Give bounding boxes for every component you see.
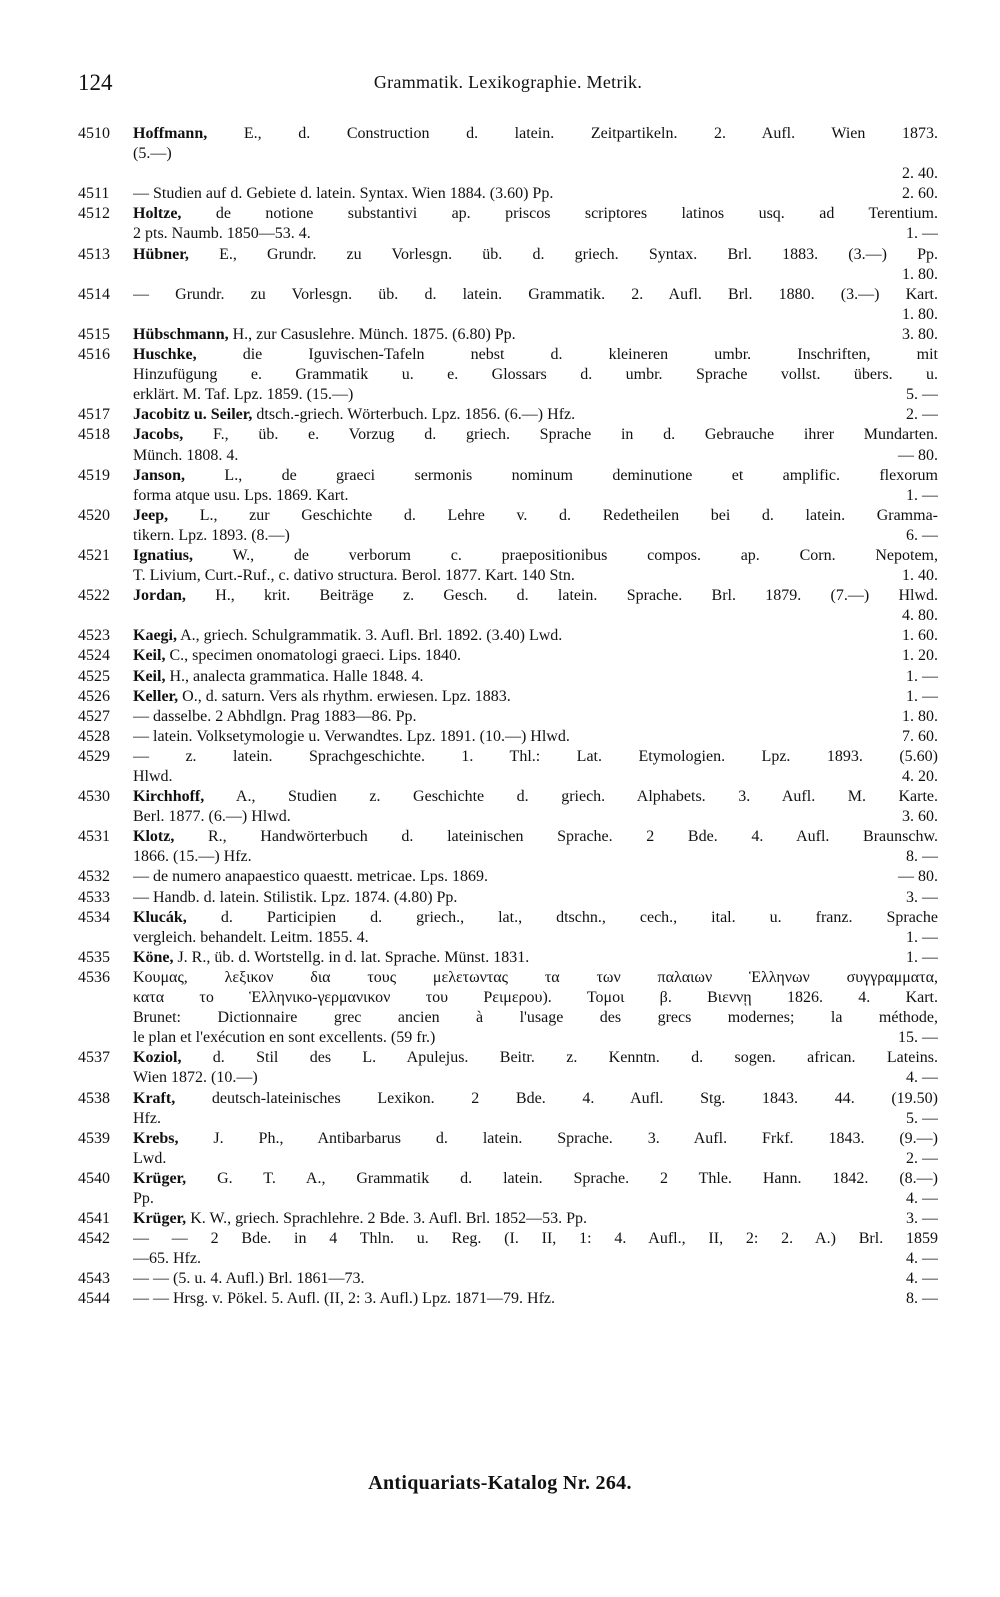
entry-text: tikern. Lpz. 1893. (8.—) bbox=[133, 526, 290, 544]
catalog-entry bbox=[78, 747, 938, 787]
entry-line bbox=[133, 1189, 938, 1209]
entry-text: dtsch.-griech. Wörterbuch. Lpz. 1856. (6.—) Hfz. bbox=[256, 406, 576, 424]
entry-author: Keil, bbox=[133, 647, 166, 665]
entry-line bbox=[133, 1229, 938, 1249]
entry-text: die Iguvischen-Tafeln nebst d. kleineren umbr. Inschriften, mit bbox=[242, 346, 938, 364]
entry-number: 4530 bbox=[78, 788, 110, 806]
entry-line bbox=[133, 526, 938, 546]
catalog-entry bbox=[78, 204, 938, 244]
entry-line bbox=[133, 586, 938, 606]
entry-text: E., Grundr. zu Vorlesgn. üb. d. griech. Syntax. Brl. 1883. (3.—) Pp. bbox=[219, 245, 938, 263]
entry-price: — 80. bbox=[898, 446, 938, 464]
entry-author: Krüger, bbox=[133, 1169, 187, 1187]
entry-line bbox=[133, 446, 938, 466]
entry-text: 2 pts. Naumb. 1850—53. 4. bbox=[133, 225, 311, 243]
entry-line bbox=[133, 687, 938, 707]
entry-line bbox=[133, 1209, 938, 1229]
entry-author: Ignatius, bbox=[133, 546, 194, 564]
entry-price: 8. — bbox=[906, 1290, 938, 1308]
entry-author: Krüger, bbox=[133, 1210, 187, 1228]
entry-line bbox=[133, 707, 938, 727]
entry-line bbox=[133, 767, 938, 787]
entry-text: de notione substantivi ap. priscos scriptores latinos usq. ad Terentium. bbox=[215, 205, 938, 223]
entry-price: 7. 60. bbox=[902, 727, 938, 745]
catalog-footer: Antiquariats-Katalog Nr. 264. bbox=[368, 1472, 632, 1494]
entry-author: Hoffmann, bbox=[133, 125, 208, 142]
entry-number: 4536 bbox=[78, 968, 110, 986]
entry-number: 4535 bbox=[78, 948, 110, 966]
entry-price: 1. — bbox=[906, 225, 938, 243]
entry-author: Jacobitz u. Seiler, bbox=[133, 406, 253, 424]
entry-line bbox=[133, 285, 938, 305]
entry-author: Jacobs, bbox=[133, 426, 184, 444]
catalog-entry bbox=[78, 827, 938, 867]
entry-line bbox=[133, 385, 938, 405]
catalog-entry bbox=[78, 888, 938, 908]
entry-text: κατα το Ἑλληνικο-γερμανικον του Ρειμερου). Τομοι β. Βιεννῃ 1826. 4. Kart. bbox=[133, 989, 938, 1007]
entry-line bbox=[133, 988, 938, 1008]
catalog-entry bbox=[78, 325, 938, 345]
entry-number: 4510 bbox=[78, 125, 110, 142]
entry-price: 1. — bbox=[906, 486, 938, 504]
entry-author: Keil, bbox=[133, 667, 166, 685]
entry-author: Kaegi, bbox=[133, 627, 177, 645]
entry-price: 1. — bbox=[906, 667, 938, 685]
catalog-entry bbox=[78, 466, 938, 506]
entry-number: 4520 bbox=[78, 506, 110, 524]
entry-number: 4531 bbox=[78, 828, 110, 846]
entry-line bbox=[133, 466, 938, 486]
entry-price: 8. — bbox=[906, 848, 938, 866]
entry-text: W., de verborum c. praepositionibus compos. ap. Corn. Nepotem, bbox=[232, 546, 938, 564]
entry-line bbox=[133, 667, 938, 687]
entry-line bbox=[133, 1008, 938, 1028]
entry-author: Klucák, bbox=[133, 908, 187, 926]
entry-number: 4517 bbox=[78, 406, 110, 424]
entry-line bbox=[133, 184, 938, 204]
catalog-entry bbox=[78, 667, 938, 687]
entry-line bbox=[133, 566, 938, 586]
entry-price: 4. 20. bbox=[902, 768, 938, 785]
catalog-entry bbox=[78, 546, 938, 586]
catalog-entry bbox=[78, 425, 938, 465]
entry-number: 4534 bbox=[78, 908, 110, 926]
catalog-entry bbox=[78, 245, 938, 285]
entry-line bbox=[133, 1068, 938, 1088]
entry-line bbox=[133, 486, 938, 506]
entry-author: Holtze, bbox=[133, 205, 182, 223]
entry-price: 15. — bbox=[898, 1029, 938, 1047]
entry-number: 4521 bbox=[78, 546, 110, 564]
entry-number: 4511 bbox=[78, 185, 110, 203]
entry-price: 4. — bbox=[906, 1189, 938, 1207]
entry-text: — latein. Volksetymologie u. Verwandtes. Lpz. 1891. (10.—) Hlwd. bbox=[133, 727, 570, 745]
entry-author: Hübner, bbox=[133, 245, 189, 263]
entry-number: 4523 bbox=[78, 627, 110, 645]
entry-line bbox=[133, 908, 938, 928]
entry-author: Hübschmann, bbox=[133, 325, 229, 343]
entry-text: O., d. saturn. Vers als rhythm. erwiesen. Lpz. 1883. bbox=[182, 687, 511, 705]
entry-author: Janson, bbox=[133, 466, 186, 484]
catalog-entry bbox=[78, 867, 938, 887]
entry-price: 2. 60. bbox=[902, 185, 938, 203]
entry-text: L., de graeci sermonis nominum deminutione et amplific. flexorum bbox=[224, 466, 938, 484]
entry-line bbox=[133, 405, 938, 425]
entry-number: 4519 bbox=[78, 466, 110, 484]
catalog-entry bbox=[78, 968, 938, 1048]
entry-line bbox=[133, 606, 938, 626]
entry-author: Klotz, bbox=[133, 828, 175, 846]
entry-line bbox=[133, 345, 938, 365]
page-header bbox=[78, 70, 938, 104]
entry-price: 3. 60. bbox=[902, 808, 938, 826]
entry-line bbox=[133, 727, 938, 747]
catalog-entry bbox=[78, 586, 938, 626]
entry-line bbox=[133, 265, 938, 285]
entry-line bbox=[133, 807, 938, 827]
entry-line bbox=[133, 968, 938, 988]
entry-line bbox=[133, 827, 938, 847]
entry-author: Jeep, bbox=[133, 506, 169, 524]
entry-number: 4543 bbox=[78, 1270, 110, 1288]
catalog-entry bbox=[78, 345, 938, 405]
entry-price: 5. — bbox=[906, 386, 938, 404]
entry-price: 2. 40. bbox=[902, 165, 938, 183]
entry-price: 2. — bbox=[906, 406, 938, 424]
entry-price: 2. — bbox=[906, 1149, 938, 1167]
catalog-entry bbox=[78, 184, 938, 204]
entry-text: le plan et l'exécution en sont excellents. (59 fr.) bbox=[133, 1029, 436, 1047]
entry-number: 4524 bbox=[78, 647, 110, 665]
entry-text: —65. Hfz. bbox=[133, 1250, 201, 1268]
entry-line bbox=[133, 164, 938, 184]
entry-text: Wien 1872. (10.—) bbox=[133, 1069, 258, 1087]
entry-line bbox=[133, 1089, 938, 1109]
entry-number: 4540 bbox=[78, 1169, 110, 1187]
catalog-entry bbox=[78, 1229, 938, 1269]
entry-line bbox=[133, 506, 938, 526]
entry-text: Κουμας, λεξικον δια τους μελετωντας τα των παλαιων Ἑλληνων συγγραμματα, bbox=[133, 968, 938, 986]
catalog-entry bbox=[78, 1169, 938, 1209]
entry-price: 1. 80. bbox=[902, 305, 938, 323]
entry-line bbox=[133, 867, 938, 887]
entry-text: — Studien auf d. Gebiete d. latein. Syntax. Wien 1884. (3.60) Pp. bbox=[133, 185, 554, 203]
entry-text: L., zur Geschichte d. Lehre v. d. Redetheilen bei d. latein. Gramma- bbox=[199, 506, 938, 524]
entry-number: 4541 bbox=[78, 1210, 110, 1228]
entry-text: J. Ph., Antibarbarus d. latein. Sprache. 3. Aufl. Frkf. 1843. (9.—) bbox=[213, 1129, 938, 1147]
entry-text: Lwd. bbox=[133, 1149, 167, 1167]
entry-text: erklärt. M. Taf. Lpz. 1859. (15.—) bbox=[133, 386, 354, 404]
entry-text: — dasselbe. 2 Abhdlgn. Prag 1883—86. Pp. bbox=[133, 707, 417, 725]
entry-text: H., krit. Beiträge z. Gesch. d. latein. Sprache. Brl. 1879. (7.—) Hlwd. bbox=[215, 587, 938, 605]
entry-line bbox=[133, 1289, 938, 1309]
catalog-entry bbox=[78, 626, 938, 646]
entry-text: J. R., üb. d. Wortstellg. in d. lat. Sprache. Münst. 1831. bbox=[177, 948, 530, 966]
entry-text: R., Handwörterbuch d. lateinischen Sprache. 2 Bde. 4. Aufl. Braunschw. bbox=[207, 828, 938, 846]
entry-author: Koziol, bbox=[133, 1049, 182, 1067]
catalog-entry bbox=[78, 1289, 938, 1309]
entry-price: 1. — bbox=[906, 948, 938, 966]
entry-text: forma atque usu. Lps. 1869. Kart. bbox=[133, 486, 349, 504]
catalog-entry bbox=[78, 687, 938, 707]
entry-number: 4513 bbox=[78, 245, 110, 263]
entry-line bbox=[133, 124, 938, 144]
entry-number: 4522 bbox=[78, 587, 110, 605]
entry-text: d. Participien d. griech., lat., dtschn., cech., ital. u. franz. Sprache bbox=[220, 908, 938, 926]
catalog-entry bbox=[78, 787, 938, 827]
entry-line bbox=[133, 1129, 938, 1149]
entry-line bbox=[133, 1048, 938, 1068]
catalog-entry bbox=[78, 948, 938, 968]
entry-text: T. Livium, Curt.-Ruf., c. dativo structura. Berol. 1877. Kart. 140 Stn. bbox=[133, 567, 575, 585]
entry-author: Huschke, bbox=[133, 346, 197, 364]
entry-text: Hinzufügung e. Grammatik u. e. Glossars d. umbr. Sprache vollst. übers. u. bbox=[133, 366, 938, 384]
entry-price: 4. — bbox=[906, 1270, 938, 1288]
entry-line bbox=[133, 626, 938, 646]
catalog-entry-list bbox=[78, 124, 938, 1310]
entry-text: — de numero anapaestico quaestt. metricae. Lps. 1869. bbox=[133, 868, 488, 886]
entry-author: Jordan, bbox=[133, 587, 186, 605]
entry-line bbox=[133, 204, 938, 224]
entry-text: H., zur Casuslehre. Münch. 1875. (6.80) Pp. bbox=[232, 325, 516, 343]
entry-price: 1. 80. bbox=[902, 707, 938, 725]
entry-line bbox=[133, 546, 938, 566]
entry-text: A., griech. Schulgrammatik. 3. Aufl. Brl. 1892. (3.40) Lwd. bbox=[180, 627, 563, 645]
catalog-entry bbox=[78, 646, 938, 666]
entry-author: Kraft, bbox=[133, 1089, 176, 1107]
entry-number: 4529 bbox=[78, 747, 110, 765]
entry-author: Köne, bbox=[133, 948, 174, 966]
catalog-entry bbox=[78, 1209, 938, 1229]
entry-line bbox=[133, 1269, 938, 1289]
entry-text: 1866. (15.—) Hfz. bbox=[133, 848, 252, 866]
entry-line bbox=[133, 928, 938, 948]
entry-text: — — Hrsg. v. Pökel. 5. Aufl. (II, 2: 3. Aufl.) Lpz. 1871—79. Hfz. bbox=[133, 1290, 556, 1308]
entry-line bbox=[133, 1109, 938, 1129]
entry-number: 4518 bbox=[78, 426, 110, 444]
entry-line bbox=[133, 888, 938, 908]
entry-price: 1. 40. bbox=[902, 567, 938, 585]
catalog-entry bbox=[78, 1089, 938, 1129]
entry-price: 3. — bbox=[906, 1210, 938, 1228]
catalog-entry bbox=[78, 1129, 938, 1169]
entry-text: deutsch-lateinisches Lexikon. 2 Bde. 4. Aufl. Stg. 1843. 44. (19.50) bbox=[211, 1089, 938, 1107]
entry-price: 1. 60. bbox=[902, 627, 938, 645]
entry-number: 4532 bbox=[78, 868, 110, 886]
entry-number: 4538 bbox=[78, 1089, 110, 1107]
entry-number: 4525 bbox=[78, 667, 110, 685]
entry-number: 4528 bbox=[78, 727, 110, 745]
entry-price: 1. 80. bbox=[902, 265, 938, 283]
entry-price: 1. — bbox=[906, 928, 938, 946]
catalog-entry bbox=[78, 124, 938, 184]
entry-author: Krebs, bbox=[133, 1129, 179, 1147]
entry-text: C., specimen onomatologi graeci. Lips. 1840. bbox=[169, 647, 461, 665]
catalog-entry bbox=[78, 908, 938, 948]
entry-price: 1. — bbox=[906, 687, 938, 705]
entry-line bbox=[133, 305, 938, 325]
entry-line bbox=[133, 325, 938, 345]
entry-text: A., Studien z. Geschichte d. griech. Alphabets. 3. Aufl. M. Karte. bbox=[235, 788, 938, 806]
running-title: Grammatik. Lexikographie. Metrik. bbox=[373, 72, 643, 92]
entry-line bbox=[133, 1028, 938, 1048]
entry-line bbox=[133, 787, 938, 807]
catalog-entry bbox=[78, 1048, 938, 1088]
entry-line bbox=[133, 224, 938, 244]
entry-text: E., d. Construction d. latein. Zeitpartikeln. 2. Aufl. Wien 1873. bbox=[243, 125, 938, 142]
entry-number: 4542 bbox=[78, 1230, 110, 1248]
entry-price: 3. 80. bbox=[902, 325, 938, 343]
entry-text: — — (5. u. 4. Aufl.) Brl. 1861—73. bbox=[133, 1270, 365, 1288]
entry-author: Keller, bbox=[133, 687, 179, 705]
entry-text: F., üb. e. Vorzug d. griech. Sprache in d. Gebrauche ihrer Mundarten. bbox=[212, 426, 938, 444]
entry-text: — Handb. d. latein. Stilistik. Lpz. 1874. (4.80) Pp. bbox=[133, 888, 458, 906]
entry-text: Hfz. bbox=[133, 1109, 161, 1127]
entry-number: 4533 bbox=[78, 888, 110, 906]
entry-text: — Grundr. zu Vorlesgn. üb. d. latein. Grammatik. 2. Aufl. Brl. 1880. (3.—) Kart. bbox=[133, 285, 938, 303]
entry-text: Pp. bbox=[133, 1189, 154, 1207]
entry-text: vergleich. behandelt. Leitm. 1855. 4. bbox=[133, 928, 369, 946]
entry-number: 4544 bbox=[78, 1290, 110, 1308]
entry-number: 4512 bbox=[78, 205, 110, 223]
entry-price: — 80. bbox=[898, 868, 938, 886]
entry-author: Kirchhoff, bbox=[133, 788, 205, 806]
entry-text: d. Stil des L. Apulejus. Beitr. z. Kenntn. d. sogen. african. Lateins. bbox=[212, 1049, 938, 1067]
entry-price: 5. — bbox=[906, 1109, 938, 1127]
entry-text: — z. latein. Sprachgeschichte. 1. Thl.: Lat. Etymologien. Lpz. 1893. (5.60) bbox=[133, 747, 938, 765]
entry-price: 3. — bbox=[906, 888, 938, 906]
entry-number: 4526 bbox=[78, 687, 110, 705]
entry-number: 4537 bbox=[78, 1049, 110, 1067]
entry-line bbox=[133, 1169, 938, 1189]
entry-line bbox=[133, 847, 938, 867]
entry-line bbox=[133, 1249, 938, 1269]
page-number: 124 bbox=[78, 70, 113, 95]
entry-number: 4527 bbox=[78, 707, 110, 725]
entry-line bbox=[133, 747, 938, 767]
catalog-entry bbox=[78, 727, 938, 747]
entry-line bbox=[133, 245, 938, 265]
entry-line bbox=[133, 425, 938, 445]
entry-price: 4. — bbox=[906, 1250, 938, 1268]
entry-text: H., analecta grammatica. Halle 1848. 4. bbox=[169, 667, 424, 685]
entry-price: 4. 80. bbox=[902, 607, 938, 625]
entry-text: (5.—) bbox=[133, 145, 172, 163]
entry-text: Berl. 1877. (6.—) Hlwd. bbox=[133, 808, 291, 826]
catalog-entry bbox=[78, 405, 938, 425]
entry-line bbox=[133, 646, 938, 666]
entry-number: 4516 bbox=[78, 346, 110, 364]
entry-price: 4. — bbox=[906, 1069, 938, 1087]
entry-text: Münch. 1808. 4. bbox=[133, 446, 239, 464]
entry-line bbox=[133, 144, 938, 164]
entry-number: 4514 bbox=[78, 285, 110, 303]
entry-text: Brunet: Dictionnaire grec ancien à l'usage des grecs modernes; la méthode, bbox=[133, 1009, 938, 1027]
entry-line bbox=[133, 948, 938, 968]
catalog-entry bbox=[78, 285, 938, 325]
entry-text: Hlwd. bbox=[133, 768, 173, 785]
entry-line bbox=[133, 365, 938, 385]
entry-text: — — 2 Bde. in 4 Thln. u. Reg. (I. II, 1: 4. Aufl., II, 2: 2. A.) Brl. 1859 bbox=[133, 1230, 938, 1248]
entry-price: 1. 20. bbox=[902, 647, 938, 665]
catalog-entry bbox=[78, 707, 938, 727]
entry-line bbox=[133, 1149, 938, 1169]
catalog-entry bbox=[78, 1269, 938, 1289]
catalog-entry bbox=[78, 506, 938, 546]
entry-number: 4515 bbox=[78, 325, 110, 343]
entry-text: G. T. A., Grammatik d. latein. Sprache. 2 Thle. Hann. 1842. (8.—) bbox=[217, 1169, 938, 1187]
entry-number: 4539 bbox=[78, 1129, 110, 1147]
entry-price: 6. — bbox=[906, 526, 938, 544]
entry-text: K. W., griech. Sprachlehre. 2 Bde. 3. Aufl. Brl. 1852—53. Pp. bbox=[190, 1210, 588, 1228]
